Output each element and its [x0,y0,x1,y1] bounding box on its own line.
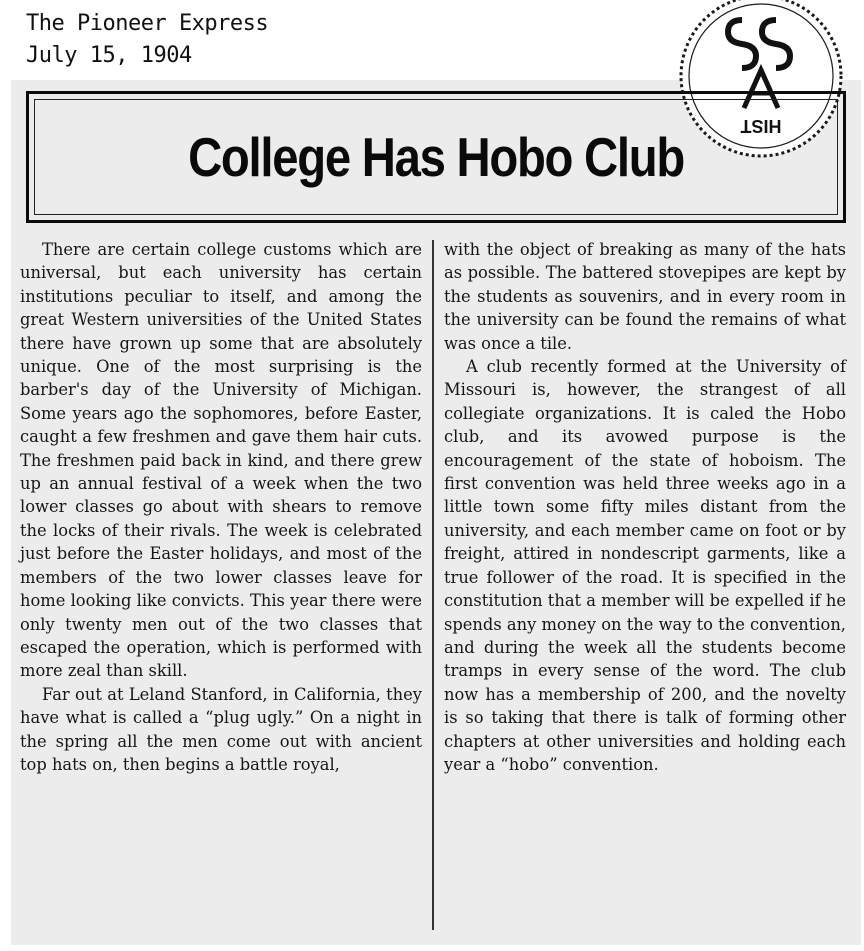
stamp-text: HIST [740,116,782,136]
article-paragraph: Far out at Leland Stanford, in California, they have what is called a “plug ugly.” On a night in the spring all the men come out with ancient top hats on, then begins a battle royal, [20,684,422,774]
article-paragraph: There are certain college customs which are universal, but each university has certain institutions peculiar to itself, and among the great Western universities of the United States there have grown up some that are absolutely unique. One of the most surprising is the barber's day of the University of Michigan. Some years ago the sophomores, before Easter, caught a few freshmen and gave them hair cuts. The freshmen paid back in kind, and there grew up an annual festival of a week when the two lower classes go about with shears to remove the locks of their rivals. The week is celebrated just before the Easter holidays, and most of the members of the two lower classes leave for home looking like convicts. This year there were only twenty men out of the two classes that escaped the operation, which is performed with more zeal than skill. [20,240,422,681]
publication-date: July 15, 1904 [26,43,192,68]
article-column-left [20,238,422,776]
clipping-caption [26,8,268,72]
article-paragraph: A club recently formed at the University of Missouri is, however, the strangest of all collegiate organizations. It is caled the Hobo club, and its avowed purpose is the encouragement of the state of hoboism. The first convention was held three weeks ago in a little town some fifty miles distant from the university, and each member came on foot or by freight, attired in nondescript garments, like a true follower of the road. It is specified in the constitution that a member will be expelled if he spends any money on the way to the convention, and during the week all the students become tramps in every sense of the word. The club now has a membership of 200, and the novelty is so taking that there is talk of forming other chapters at other universities and holding each year a “hobo” convention. [444,357,846,774]
column-divider [432,240,434,930]
article-column-right [444,238,846,776]
article-paragraph: with the object of breaking as many of the hats as possible. The battered stovepipes are kept by the students as souvenirs, and in every room in the university can be found the remains of what was once a tile. [444,240,846,353]
publication-name: The Pioneer Express [26,11,269,36]
headline: College Has Hobo Club [188,126,684,188]
